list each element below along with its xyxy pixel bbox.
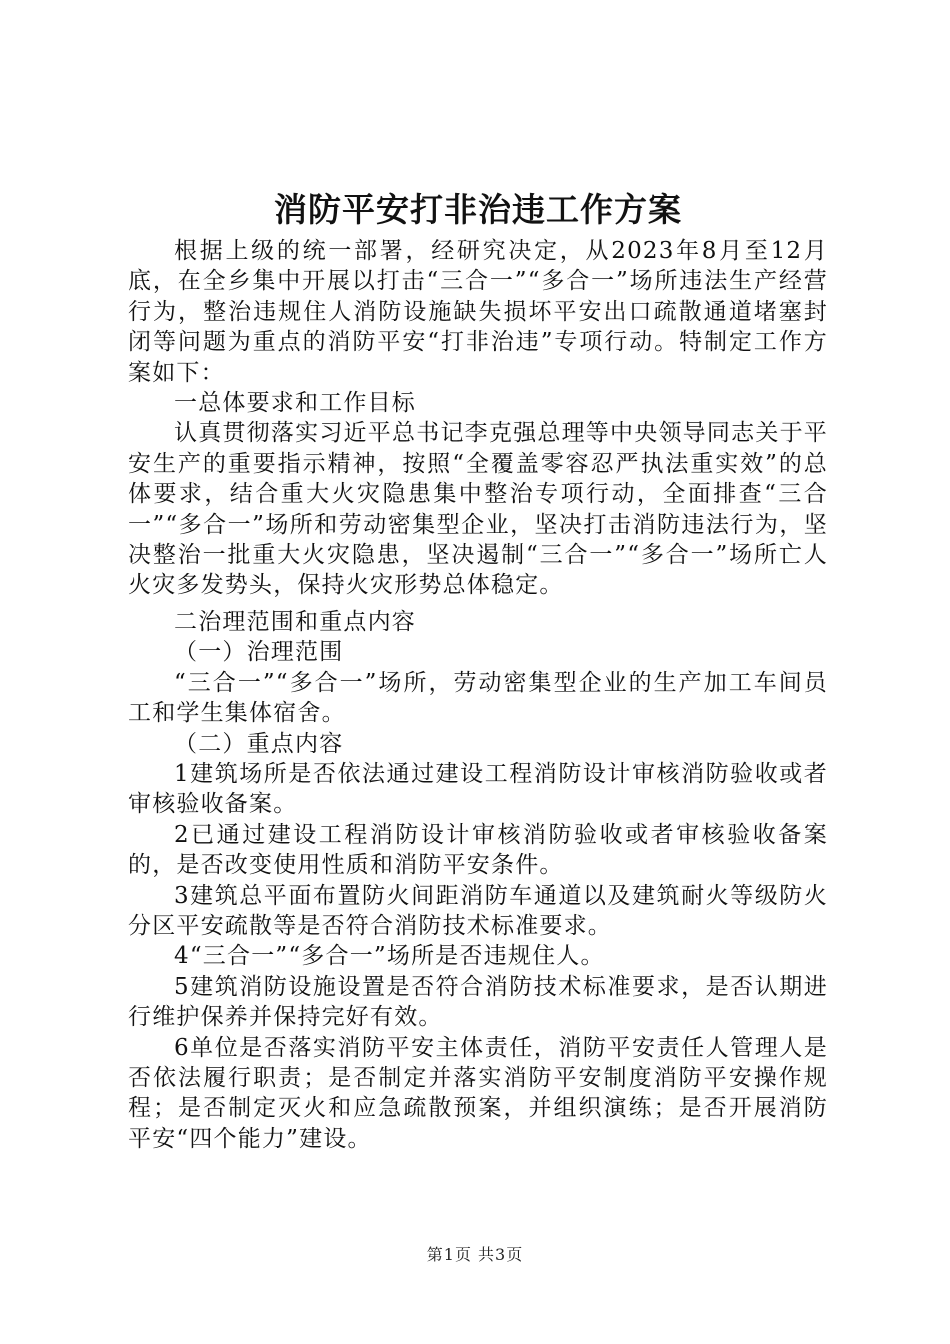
key-item-4: 4“三合一”“多合一”场所是否违规住人。 <box>174 943 605 970</box>
document-title: 消防平安打非治违工作方案 <box>274 190 682 229</box>
key-item-2: 2已通过建设工程消防设计审核消防验收或者审核验收备案的，是否改变使用性质和消防平安条件。 <box>128 821 828 879</box>
section-1-paragraph: 认真贯彻落实习近平总书记李克强总理等中央领导同志关于平安生产的重要指示精神，按照“全覆盖零容忍严执法重实效”的总体要求，结合重大火灾隐患集中整治专项行动，全面排查“三合一”“多合一”场所和劳动密集型企业，坚决打击消防违法行为，坚决整治一批重大火灾隐患，坚决遏制“三合一”“多合一”场所亡人火灾多发势头，保持火灾形势总体稳定。 <box>128 420 828 599</box>
key-item-5: 5建筑消防设施设置是否符合消防技术标准要求，是否认期进行维护保养并保持完好有效。 <box>128 973 828 1031</box>
subsection-heading-scope: （一）治理范围 <box>174 639 344 666</box>
key-item-1: 1建筑场所是否依法通过建设工程消防设计审核消防验收或者审核验收备案。 <box>128 760 828 818</box>
document-page <box>128 186 828 1154</box>
scope-paragraph: “三合一”“多合一”场所，劳动密集型企业的生产加工车间员工和学生集体宿舍。 <box>128 669 828 727</box>
subsection-heading-key: （二）重点内容 <box>174 730 344 757</box>
page-footer: 第1页 共3页 <box>426 1245 524 1264</box>
intro-paragraph: 根据上级的统一部署，经研究决定，从2023年8月至12月底，在全乡集中开展以打击“三合一”“多合一”场所违法生产经营行为，整治违规住人消防设施缺失损坏平安出口疏散通道堵塞封闭等问题为重点的消防平安“打非治违”专项行动。特制定工作方案如下： <box>128 238 828 386</box>
section-heading-1: 一总体要求和工作目标 <box>174 390 416 417</box>
section-heading-2: 二治理范围和重点内容 <box>174 608 416 635</box>
key-item-3: 3建筑总平面布置防火间距消防车通道以及建筑耐火等级防火分区平安疏散等是否符合消防技术标准要求。 <box>128 882 828 939</box>
key-item-6: 6单位是否落实消防平安主体责任，消防平安责任人管理人是否依法履行职责；是否制定并落实消防平安制度消防平安操作规程；是否制定灭火和应急疏散预案，并组织演练；是否开展消防平安“四个能力”建设。 <box>128 1034 828 1152</box>
